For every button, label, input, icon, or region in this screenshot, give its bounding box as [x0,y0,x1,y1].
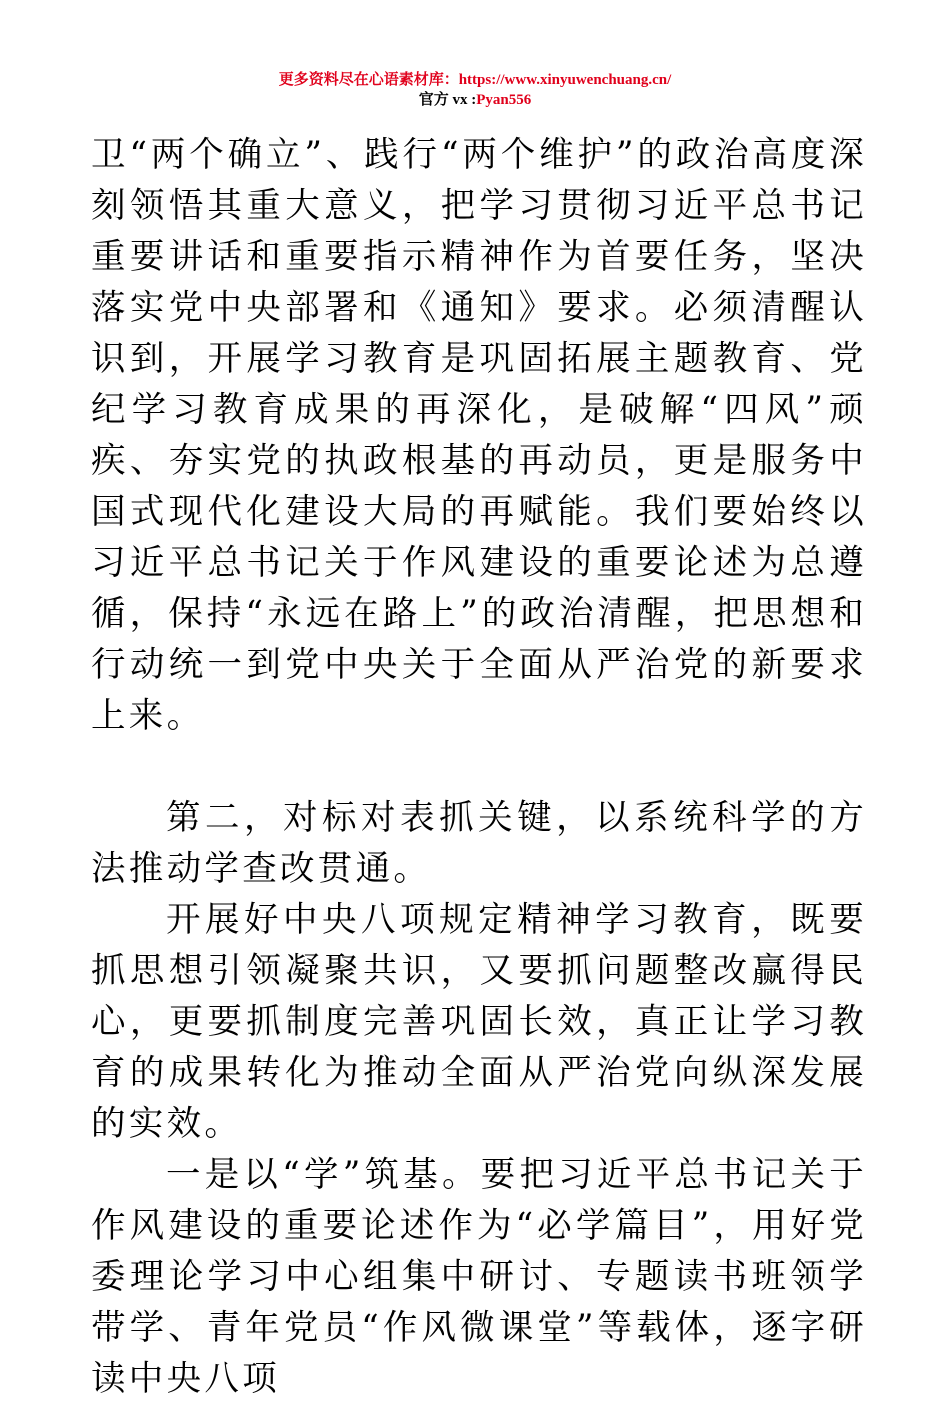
wechat-line [0,90,950,110]
wechat-label: 官方 vx : [418,92,477,108]
body-paragraph-1: 卫“两个确立”、践行“两个维护”的政治高度深刻领悟其重大意义，把学习贯彻习近平总书记重要讲话和重要指示精神作为首要任务，坚决落实党中央部署和《通知》要求。必须清醒认识到，开展学习教育是巩固拓展主题教育、党纪学习教育成果的再深化，是破解“四风”顽疾、夯实党的执政根基的再动员，更是服务中国式现代化建设大局的再赋能。我们要始终以习近平总书记关于作风建设的重要论述为总遵循，保持“永远在路上”的政治清醒，把思想和行动统一到党中央关于全面从严治党的新要求上来。 [91,135,867,736]
document-body [91,130,867,1405]
promo-link[interactable]: https://www.xinyuwenchuang.cn/ [458,72,672,88]
promo-text: 更多资料尽在心语素材库： [278,72,459,88]
wechat-id: Pyan556 [476,92,532,108]
body-paragraph-2: 开展好中央八项规定精神学习教育，既要抓思想引领凝聚共识，又要抓问题整改赢得民心，更要抓制度完善巩固长效，真正让学习教育的成果转化为推动全面从严治党向纵深发展的实效。 [91,900,867,1144]
paragraph-spacer [91,742,867,793]
promo-line [0,70,950,90]
body-paragraph-3: 一是以“学”筑基。要把习近平总书记关于作风建设的重要论述作为“必学篇目”，用好党委理论学习中心组集中研讨、专题读书班领学带学、青年党员“作风微课堂”等载体，逐字研读中央八项 [91,1155,867,1399]
page-header [0,70,950,110]
section-heading: 第二，对标对表抓关键，以系统科学的方法推动学查改贯通。 [91,798,867,889]
